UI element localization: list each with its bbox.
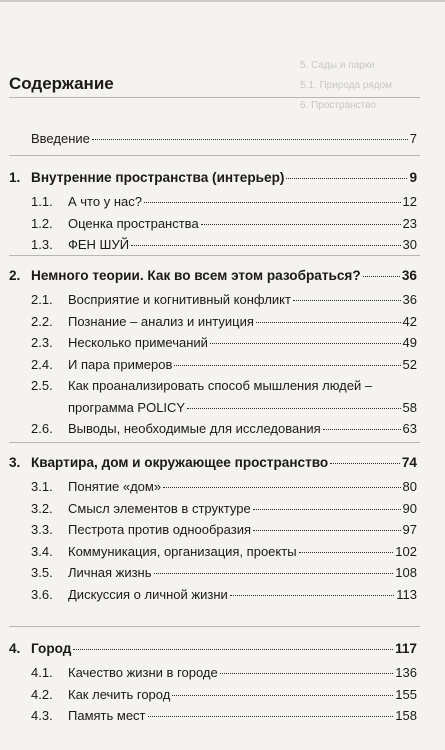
entry-page-number: 7: [409, 131, 417, 146]
page-title: Содержание: [9, 74, 114, 93]
entry-title: А что у нас?: [68, 194, 142, 209]
toc-entry-2.2[interactable]: [31, 314, 417, 329]
entry-page-number: 30: [402, 237, 417, 252]
entry-page-number: 58: [402, 399, 417, 415]
section-divider: [9, 255, 420, 256]
bleed-through-line-1: 5. Сады и парки: [300, 60, 375, 71]
entry-number: 3.3.: [31, 522, 53, 537]
entry-title: Понятие «дом»: [68, 479, 162, 494]
entry-page-number: 23: [402, 215, 417, 231]
entry-page-number: 52: [402, 356, 417, 372]
dot-leader: [148, 716, 394, 717]
dot-leader: [293, 300, 401, 301]
toc-entry-2.5-line1[interactable]: [31, 378, 372, 393]
entry-title: Качество жизни в городе: [68, 665, 218, 680]
toc-entry-1.2[interactable]: [31, 216, 417, 231]
entry-page-number: 9: [409, 170, 417, 185]
dot-leader: [299, 552, 394, 553]
entry-number: 1.3.: [31, 237, 53, 252]
toc-entry-2.1[interactable]: [31, 292, 417, 307]
toc-entry-4.2[interactable]: [31, 687, 417, 702]
dot-leader: [131, 245, 400, 246]
dot-leader: [92, 139, 408, 140]
entry-number: 4.3.: [31, 708, 53, 723]
toc-entry-2.5-line2[interactable]: [68, 400, 417, 415]
entry-number: 1.1.: [31, 194, 53, 209]
dot-leader: [172, 695, 393, 696]
entry-number: 4.2.: [31, 686, 53, 702]
entry-page-number: 42: [402, 313, 417, 329]
entry-page-number: 12: [402, 194, 417, 209]
entry-page-number: 155: [395, 686, 417, 702]
entry-page-number: 102: [395, 543, 417, 559]
toc-entry-3.6[interactable]: [31, 587, 417, 602]
toc-entry-3.2[interactable]: [31, 501, 417, 516]
entry-number: 1.: [9, 170, 21, 185]
entry-title: Восприятие и когнитивный конфликт: [68, 292, 291, 307]
dot-leader: [163, 487, 400, 488]
entry-number: 2.4.: [31, 356, 53, 372]
entry-title: Немного теории. Как во всем этом разобраться?: [31, 268, 361, 283]
entry-page-number: 90: [402, 500, 417, 516]
entry-title: Внутренние пространства (интерьер): [31, 170, 285, 185]
toc-entry-3.1[interactable]: [31, 479, 417, 494]
toc-entry-4.3[interactable]: [31, 708, 417, 723]
entry-title: Коммуникация, организация, проекты: [68, 543, 297, 559]
toc-entry-3.5[interactable]: [31, 565, 417, 580]
entry-title: Как лечить город: [68, 686, 171, 702]
entry-number: 2.6.: [31, 421, 53, 436]
entry-title: программа POLICY: [68, 399, 186, 415]
dot-leader: [253, 530, 401, 531]
entry-page-number: 49: [402, 335, 417, 350]
toc-entry-1.3[interactable]: [31, 237, 417, 252]
entry-page-number: 97: [402, 522, 417, 537]
entry-page-number: 113: [396, 586, 417, 602]
dot-leader: [73, 649, 393, 650]
entry-page-number: 80: [402, 479, 417, 494]
entry-number: 1.2.: [31, 215, 53, 231]
entry-title: Память мест: [68, 708, 146, 723]
heading-divider: [9, 97, 420, 98]
entry-page-number: 74: [401, 455, 417, 470]
entry-title: Квартира, дом и окружающее пространство: [31, 455, 329, 470]
entry-title: Город: [31, 641, 72, 656]
toc-entry-3.3[interactable]: [31, 522, 417, 537]
section-divider: [9, 155, 420, 156]
toc-entry-3.4[interactable]: [31, 544, 417, 559]
entry-number: 3.1.: [31, 479, 53, 494]
entry-title: Несколько примечаний: [68, 335, 208, 350]
toc-chapter-2[interactable]: [9, 268, 417, 283]
bleed-through-line-2: 5.1. Природа рядом: [300, 80, 393, 91]
dot-leader: [323, 429, 401, 430]
entry-title: Выводы, необходимые для исследования: [68, 421, 321, 436]
toc-entry-2.4[interactable]: [31, 357, 417, 372]
toc-entry-2.6[interactable]: [31, 421, 417, 436]
entry-number: 3.: [9, 455, 21, 470]
bleed-through-line-3: 6. Пространство: [300, 100, 376, 111]
entry-number: 4.1.: [31, 665, 53, 680]
dot-leader: [230, 595, 394, 596]
entry-title: Познание – анализ и интуиция: [68, 313, 254, 329]
dot-leader: [286, 178, 407, 179]
toc-entry-intro[interactable]: [31, 131, 417, 146]
dot-leader: [220, 673, 394, 674]
entry-page-number: 36: [402, 292, 417, 307]
entry-title: Пестрота против однообразия: [68, 522, 251, 537]
dot-leader: [154, 573, 394, 574]
entry-page-number: 117: [395, 641, 417, 656]
entry-number: 2.1.: [31, 292, 53, 307]
dot-leader: [144, 202, 401, 203]
page-top-edge: [0, 0, 445, 2]
entry-page-number: 63: [402, 421, 417, 436]
entry-number: 3.6.: [31, 586, 53, 602]
dot-leader: [187, 408, 400, 409]
dot-leader: [201, 224, 401, 225]
toc-entry-4.1[interactable]: [31, 665, 417, 680]
entry-page-number: 158: [395, 708, 417, 723]
entry-page-number: 36: [401, 268, 417, 283]
section-divider: [9, 442, 420, 443]
entry-title: Личная жизнь: [68, 565, 152, 580]
toc-chapter-3[interactable]: [9, 455, 417, 470]
entry-title: И пара примеров: [68, 356, 173, 372]
dot-leader: [210, 343, 401, 344]
entry-title: Как проанализировать способ мышления людей –: [68, 378, 373, 393]
toc-chapter-1[interactable]: [9, 170, 417, 185]
section-divider: [9, 626, 420, 627]
entry-number: 2.5.: [31, 378, 53, 393]
entry-number: 4.: [9, 641, 21, 656]
dot-leader: [363, 276, 400, 277]
toc-entry-2.3[interactable]: [31, 335, 417, 350]
entry-title: Оценка пространства: [68, 215, 199, 231]
entry-title: Смысл элементов в структуре: [68, 500, 251, 516]
dot-leader: [256, 322, 401, 323]
entry-number: 3.4.: [31, 543, 53, 559]
entry-title: Дискуссия о личной жизни: [68, 586, 228, 602]
dot-leader: [174, 365, 400, 366]
entry-number: 2.3.: [31, 335, 53, 350]
entry-title: Введение: [31, 131, 90, 146]
entry-page-number: 108: [395, 565, 417, 580]
entry-title: ФЕН ШУЙ: [68, 237, 130, 252]
toc-chapter-4[interactable]: [9, 641, 417, 656]
toc-entry-1.1[interactable]: [31, 194, 417, 209]
entry-page-number: 136: [395, 665, 417, 680]
entry-number: 2.: [9, 268, 21, 283]
dot-leader: [330, 463, 400, 464]
entry-number: 2.2.: [31, 313, 53, 329]
dot-leader: [253, 509, 401, 510]
entry-number: 3.5.: [31, 565, 53, 580]
entry-number: 3.2.: [31, 500, 53, 516]
